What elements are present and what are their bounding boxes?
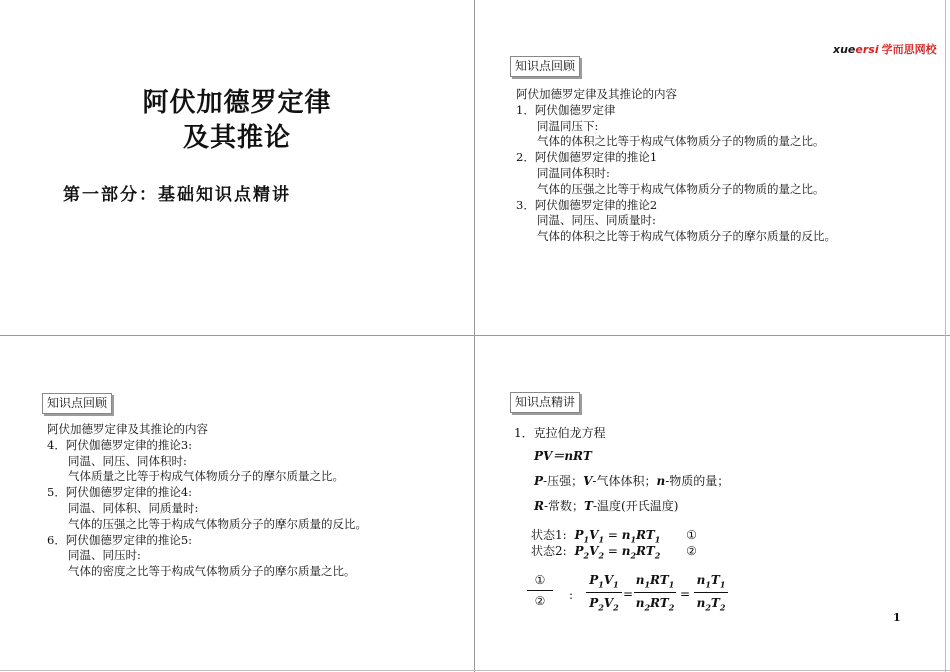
section-label-lecture: 知识点精讲 bbox=[510, 392, 580, 413]
equals-symbol-1: = bbox=[623, 587, 634, 601]
state-2-line: 状态2: $P_2V_2 = n_2RT_2$ ② bbox=[531, 544, 697, 561]
content-line: 同温同压下: bbox=[537, 118, 599, 133]
content-line: 阿伏加德罗定律及其推论的内容 bbox=[516, 87, 677, 101]
state-1-line: 状态1: $P_1V_1 = n_1RT_1$ ① bbox=[531, 528, 697, 545]
xueersi-logo: xueersi 学而思网校 bbox=[833, 43, 937, 56]
content-line: 同温、同压时: bbox=[68, 548, 141, 563]
section-label-review-1: 知识点回顾 bbox=[510, 56, 580, 77]
ratio-circled-fraction: ① ② bbox=[527, 573, 553, 608]
clapeyron-heading: 1．克拉伯龙方程 bbox=[514, 426, 606, 440]
content-line: 气体质量之比等于构成气体物质分子的摩尔质量之比。 bbox=[68, 469, 344, 484]
ideal-gas-equation: PV＝nRT bbox=[534, 449, 592, 463]
content-line: 气体的体积之比等于构成气体物质分子的物质的量之比。 bbox=[537, 134, 825, 149]
content-line: 同温同体积时: bbox=[537, 165, 610, 180]
content-line: 同温、同压、同体积时: bbox=[68, 453, 187, 468]
title-line-1: 阿伏加德罗定律 bbox=[142, 88, 332, 118]
content-line: 气体的压强之比等于构成气体物质分子的摩尔质量的反比。 bbox=[68, 516, 367, 531]
content-line: 同温、同体积、同质量时: bbox=[68, 500, 199, 515]
colon-symbol: : bbox=[569, 588, 574, 602]
horizontal-divider bbox=[0, 335, 950, 336]
content-line: 阿伏加德罗定律及其推论的内容 bbox=[47, 422, 208, 436]
nt-fraction: $n_1T_1$ $n_2T_2$ bbox=[694, 573, 728, 613]
definitions-line-1: P-压强；V-气体体积；n-物质的量； bbox=[534, 474, 730, 488]
subtitle: 第一部分：基础知识点精讲 bbox=[63, 185, 291, 205]
content-line: 3．阿伏伽德罗定律的推论2 bbox=[516, 197, 658, 212]
slide3-content bbox=[47, 422, 367, 580]
page-number: 1 bbox=[893, 611, 901, 624]
title-line-2: 及其推论 bbox=[182, 123, 291, 153]
right-edge bbox=[945, 0, 946, 672]
content-line: 气体的压强之比等于构成气体物质分子的物质的量之比。 bbox=[537, 181, 825, 196]
nrt-fraction: $n_1RT_1$ $n_2RT_2$ bbox=[635, 573, 675, 613]
slide-title bbox=[0, 0, 474, 335]
content-line: 5．阿伏伽德罗定律的推论4: bbox=[47, 485, 193, 500]
section-label-review-2: 知识点回顾 bbox=[42, 393, 112, 414]
content-line: 6．阿伏伽德罗定律的推论5: bbox=[47, 532, 193, 547]
content-line: 1．阿伏伽德罗定律 bbox=[516, 102, 616, 117]
content-line: 气体的体积之比等于构成气体物质分子的摩尔质量的反比。 bbox=[537, 229, 836, 244]
pv-fraction: $P_1V_1$ $P_2V_2$ bbox=[586, 573, 622, 613]
content-line: 4．阿伏伽德罗定律的推论3: bbox=[47, 437, 193, 452]
vertical-divider bbox=[474, 0, 475, 672]
equals-symbol-2: = bbox=[680, 587, 691, 601]
content-line: 气体的密度之比等于构成气体物质分子的摩尔质量之比。 bbox=[68, 564, 356, 579]
definitions-line-2: R-常数；T-温度(开氏温度) bbox=[534, 499, 679, 513]
content-line: 同温、同压、同质量时: bbox=[537, 213, 656, 228]
content-line: 2．阿伏伽德罗定律的推论1 bbox=[516, 150, 658, 165]
bottom-edge bbox=[0, 670, 950, 671]
slide2-content bbox=[516, 87, 836, 245]
